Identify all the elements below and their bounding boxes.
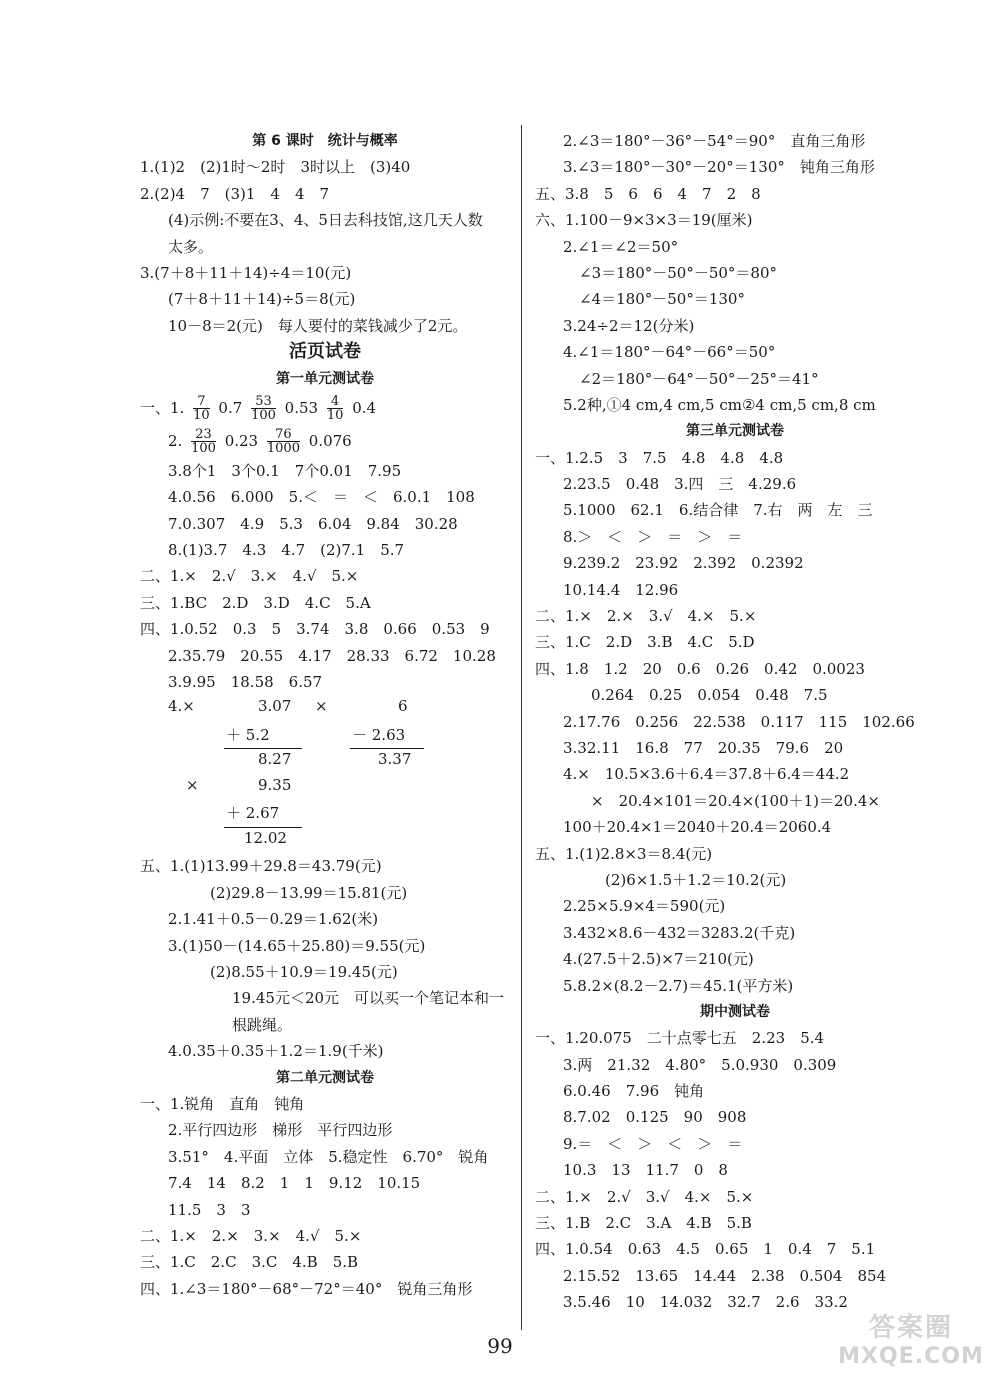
fraction <box>193 395 210 422</box>
watermark-text: 答案圈 <box>868 1313 953 1343</box>
answer-line: 三、1.B 2.C 3.A 4.B 5.B <box>535 1214 752 1233</box>
answer-line: 10.3 13 11.7 0 8 <box>563 1161 728 1180</box>
answer-line: 3.51° 4.平面 立体 5.稳定性 6.70° 锐角 <box>168 1147 489 1166</box>
answer-line: (2)8.55＋10.9＝19.45(元) <box>210 962 398 981</box>
watermark-url: MXQE.COM <box>838 1344 984 1369</box>
denominator: 1000 <box>266 441 300 457</box>
answer-line: 2.35.79 20.55 4.17 28.33 6.72 10.28 <box>168 646 496 665</box>
answer-line: 四、1.0.52 0.3 5 3.74 3.8 0.66 0.53 9 <box>140 620 490 639</box>
numerator: 23 <box>191 428 216 442</box>
answer-line: 根跳绳。 <box>232 1015 293 1034</box>
answer-line: (2)6×1.5＋1.2＝10.2(元) <box>605 870 787 889</box>
answer-line: 8.＞ ＜ ＞ ＝ ＞ ＝ <box>563 527 743 546</box>
answer-line: 一、1.锐角 直角 钝角 <box>140 1094 305 1113</box>
answer-line: 1.(1)2 (2)1时～2时 3时以上 (3)40 <box>140 158 411 177</box>
answer-line: 2.23.5 0.48 3.四 三 4.29.6 <box>563 475 797 494</box>
answer-line: 7.0.307 4.9 5.3 6.04 9.84 30.28 <box>168 514 458 533</box>
addend: ＋ 5.2 <box>226 726 270 745</box>
answer-line: 2.(2)4 7 (3)1 4 4 7 <box>140 184 330 203</box>
item-prefix: 2. <box>168 431 183 450</box>
denominator: 10 <box>193 408 210 424</box>
numerator: 53 <box>251 395 276 409</box>
lesson-title: 第 6 课时 统计与概率 <box>252 133 398 149</box>
decimal-value: 0.23 <box>224 431 259 450</box>
answer-line: 6.0.46 7.96 钝角 <box>563 1082 705 1101</box>
result-line <box>350 748 424 749</box>
answer-line: 5.8.2×(8.2－2.7)＝45.1(平方米) <box>563 976 794 995</box>
answer-line: 5.2种,①4 cm,4 cm,5 cm②4 cm,5 cm,8 cm <box>563 395 876 414</box>
answer-line: 3.(1)50－(14.65＋25.80)＝9.55(元) <box>168 936 426 955</box>
decimal-value: 0.4 <box>352 398 377 417</box>
answer-line: 太多。 <box>168 237 214 256</box>
answer-line: 二、1.× 2.× 3.√ 4.× 5.× <box>535 607 757 626</box>
wrong-mark: × <box>186 776 199 795</box>
midterm-title: 期中测试卷 <box>700 1003 770 1020</box>
fraction <box>191 428 216 455</box>
section-title: 活页试卷 <box>289 341 361 363</box>
answer-line: 10－8＝2(元) 每人要付的菜钱减少了2元。 <box>168 316 468 335</box>
answer-line: 8.(1)3.7 4.3 4.7 (2)7.1 5.7 <box>168 541 405 560</box>
answer-line: 五、1.(1)2.8×3＝8.4(元) <box>535 844 713 863</box>
denominator: 10 <box>326 408 344 424</box>
answer-line: 10.14.4 12.96 <box>563 580 679 599</box>
addend: 9.35 <box>258 776 292 795</box>
left-column <box>140 128 510 1302</box>
answer-line: 3.432×8.6－432＝3283.2(千克) <box>563 923 796 942</box>
item-prefix: 一、1. <box>140 398 185 417</box>
answer-line: 9.＝ ＜ ＞ ＜ ＞ ＝ <box>563 1134 743 1153</box>
answer-line: 4.∠1＝180°－64°－66°＝50° <box>563 343 776 362</box>
answer-line: 四、1.∠3＝180°－68°－72°＝40° 锐角三角形 <box>140 1279 473 1298</box>
answer-line: 4.× 10.5×3.6＋6.4＝37.8＋6.4＝44.2 <box>563 765 850 784</box>
answer-line: 2.17.76 0.256 22.538 0.117 115 102.66 <box>563 712 915 731</box>
answer-line: ∠4＝180°－50°＝130° <box>579 290 745 309</box>
decimal-value: 0.53 <box>284 398 319 417</box>
item-label: 4.× <box>168 697 195 716</box>
fraction <box>327 395 344 422</box>
answer-line: 2.25×5.9×4＝590(元) <box>563 897 726 916</box>
answer-line: 19.45元＜20元 可以买一个笔记本和一 <box>232 989 505 1008</box>
answer-line: 五、3.8 5 6 6 4 7 2 8 <box>535 184 761 203</box>
answer-line: 3.∠3＝180°－30°－20°＝130° 钝角三角形 <box>563 158 875 177</box>
watermark-logo <box>836 1307 986 1379</box>
answer-line: 三、1.C 2.D 3.B 4.C 5.D <box>535 633 755 652</box>
answer-line: 3.9.95 18.58 6.57 <box>168 673 323 692</box>
right-column <box>535 128 935 1316</box>
answer-line: 2.∠3＝180°－36°－54°＝90° 直角三角形 <box>563 132 866 150</box>
unit3-title: 第三单元测试卷 <box>686 423 784 440</box>
answer-line: × 20.4×101＝20.4×(100＋1)＝20.4× <box>591 791 880 810</box>
answer-line: 二、1.× 2.× 3.× 4.√ 5.× <box>140 1226 362 1245</box>
result-line <box>224 748 302 749</box>
answer-line: 4.(27.5＋2.5)×7＝210(元) <box>563 950 754 969</box>
result-line <box>224 827 302 828</box>
fraction <box>267 428 300 455</box>
answer-line: 二、1.× 2.√ 3.× 4.√ 5.× <box>140 567 359 586</box>
fraction <box>251 395 276 422</box>
answer-line: 三、1.C 2.C 3.C 4.B 5.B <box>140 1253 359 1272</box>
answer-line: 一、1.20.075 二十点零七五 2.23 5.4 <box>535 1029 825 1048</box>
numerator: 4 <box>327 395 344 409</box>
answer-line: 11.5 3 3 <box>168 1200 251 1219</box>
addend: ＋ 2.67 <box>226 804 280 823</box>
answer-line: 四、1.0.54 0.63 4.5 0.65 1 0.4 7 5.1 <box>535 1240 876 1259</box>
page-number: 99 <box>487 1334 513 1358</box>
answer-line: 五、1.(1)13.99＋29.8＝43.79(元) <box>140 857 382 876</box>
answer-line: 2.∠1＝∠2＝50° <box>563 237 679 256</box>
difference-result: 3.37 <box>378 750 412 769</box>
answer-line: 100＋20.4×1＝2040＋20.4＝2060.4 <box>563 818 832 837</box>
addend: 3.07 <box>258 697 292 716</box>
answer-line: 3.24÷2＝12(分米) <box>563 316 695 335</box>
denominator: 100 <box>251 408 276 424</box>
answer-line: (7＋8＋11＋14)÷5＝8(元) <box>168 290 356 309</box>
numerator: 76 <box>267 428 300 442</box>
answer-line: 六、1.100－9×3×3＝19(厘米) <box>535 211 753 230</box>
answer-line: 一、1.2.5 3 7.5 4.8 4.8 4.8 <box>535 448 784 467</box>
subtrahend: － 2.63 <box>352 726 406 745</box>
answer-line: 3.5.46 10 14.032 32.7 2.6 33.2 <box>563 1293 848 1312</box>
answer-line: 8.7.02 0.125 90 908 <box>563 1108 747 1127</box>
vertical-calculation-result <box>140 827 510 853</box>
answer-line: 4.0.56 6.000 5.＜ ＝ ＜ 6.0.1 108 <box>168 488 475 507</box>
answer-line: 3.(7＋8＋11＋14)÷4＝10(元) <box>140 263 352 282</box>
answer-line: 7.4 14 8.2 1 1 9.12 10.15 <box>168 1174 421 1193</box>
sum-result: 12.02 <box>244 829 287 848</box>
answer-line: (2)29.8－13.99＝15.81(元) <box>210 883 408 902</box>
sum-result: 8.27 <box>258 750 292 769</box>
answer-line: 9.239.2 23.92 2.392 0.2392 <box>563 554 804 573</box>
decimal-value: 0.7 <box>218 398 243 417</box>
answer-line: ∠3＝180°－50°－50°＝80° <box>579 263 778 282</box>
answer-line: 3.两 21.32 4.80° 5.0.930 0.309 <box>563 1055 837 1074</box>
minuend: 6 <box>398 697 408 716</box>
numerator: 7 <box>193 395 210 409</box>
answer-line: 0.264 0.25 0.054 0.48 7.5 <box>591 686 828 705</box>
answer-line: 2.15.52 13.65 14.44 2.38 0.504 854 <box>563 1266 887 1285</box>
unit2-title: 第二单元测试卷 <box>276 1069 374 1086</box>
wrong-mark: × <box>315 697 328 716</box>
answer-line: 3.8个1 3个0.1 7个0.01 7.95 <box>168 461 402 480</box>
fraction-answer-line <box>140 392 510 425</box>
answer-line: 四、1.8 1.2 20 0.6 0.26 0.42 0.0023 <box>535 659 865 678</box>
answer-line: 2.1.41＋0.5－0.29＝1.62(米) <box>168 910 379 929</box>
answer-line: 二、1.× 2.√ 3.√ 4.× 5.× <box>535 1187 754 1206</box>
fraction-answer-line <box>140 425 510 458</box>
answer-line: 5.1000 62.1 6.结合律 7.右 两 左 三 <box>563 501 873 520</box>
column-divider <box>521 125 522 1330</box>
answer-line: 2.平行四边形 梯形 平行四边形 <box>168 1121 393 1140</box>
answer-line: 4.0.35＋0.35＋1.2＝1.9(千米) <box>168 1042 384 1061</box>
answer-line: (4)示例:不要在3、4、5日去科技馆,这几天人数 <box>168 211 483 230</box>
answer-line: 三、1.BC 2.D 3.D 4.C 5.A <box>140 593 371 612</box>
answer-line: 3.32.11 16.8 77 20.35 79.6 20 <box>563 738 844 757</box>
vertical-calculation <box>140 695 510 827</box>
denominator: 100 <box>191 441 216 457</box>
decimal-value: 0.076 <box>308 431 352 450</box>
unit1-title: 第一单元测试卷 <box>276 370 374 387</box>
answer-line: ∠2＝180°－64°－50°－25°＝41° <box>579 369 819 388</box>
